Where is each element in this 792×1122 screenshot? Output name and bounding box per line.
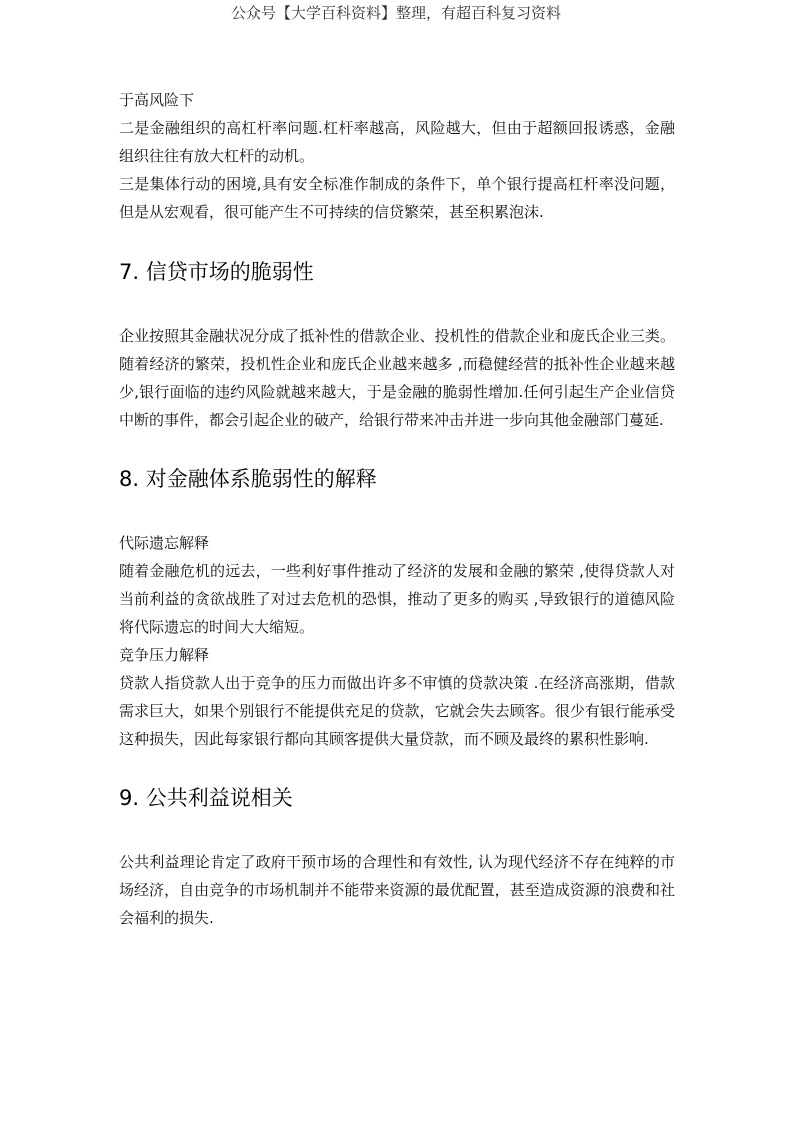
intro-paragraph-1: 于高风险下 xyxy=(119,91,195,109)
section-9-heading: 9. 公共利益说相关 xyxy=(119,786,293,810)
page-content xyxy=(119,86,675,932)
intro-paragraph-3: 三是集体行动的困境,具有安全标准作制成的条件下，单个银行提高杠杆率没问题，但是从宏观看，很可能产生不可持续的信贷繁荣，甚至积累泡沫. xyxy=(119,175,675,221)
section-7-body: 企业按照其金融状况分成了抵补性的借款企业、投机性的借款企业和庞氏企业三类。随着经济的繁荣，投机性企业和庞氏企业越来越多 ,而稳健经营的抵补性企业越来越少,银行面临的违约风险就越来越大，于是金融的脆弱性增加.任何引起生产企业信贷中断的事件，都会引起企业的破产，给银行带来冲击并进一步向其他金融部门蔓延. xyxy=(119,327,675,429)
section-8-body-1: 随着金融危机的远去，一些利好事件推动了经济的发展和金融的繁荣 ,使得贷款人对当前利益的贪欲战胜了对过去危机的恐惧，推动了更多的购买 ,导致银行的道德风险将代际遗忘的时间大大缩短。 xyxy=(119,562,675,636)
section-9-body: 公共利益理论肯定了政府干预市场的合理性和有效性, 认为现代经济不存在纯粹的市场经济，自由竞争的市场机制并不能带来资源的最优配置，甚至造成资源的浪费和社会福利的损失. xyxy=(119,853,675,927)
section-8-body-2: 贷款人指贷款人出于竞争的压力而做出许多不审慎的贷款决策 .在经济高涨期，借款需求巨大，如果个别银行不能提供充足的贷款，它就会失去顾客。很少有银行能承受这种损失，因此每家银行都向其顾客提供大量贷款，而不顾及最终的累积性影响. xyxy=(119,674,675,748)
section-8-subheading-2: 竞争压力解释 xyxy=(119,646,210,664)
section-8-heading: 8. 对金融体系脆弱性的解释 xyxy=(119,467,377,491)
section-7-heading: 7. 信贷市场的脆弱性 xyxy=(119,260,314,284)
intro-paragraph-2: 二是金融组织的高杠杆率问题.杠杆率越高，风险越大，但由于超额回报诱惑，金融组织往往有放大杠杆的动机。 xyxy=(119,119,675,165)
page-header: 公众号【大学百科资料】整理，有超百科复习资料 xyxy=(230,4,561,22)
section-8-subheading-1: 代际遗忘解释 xyxy=(119,534,210,552)
